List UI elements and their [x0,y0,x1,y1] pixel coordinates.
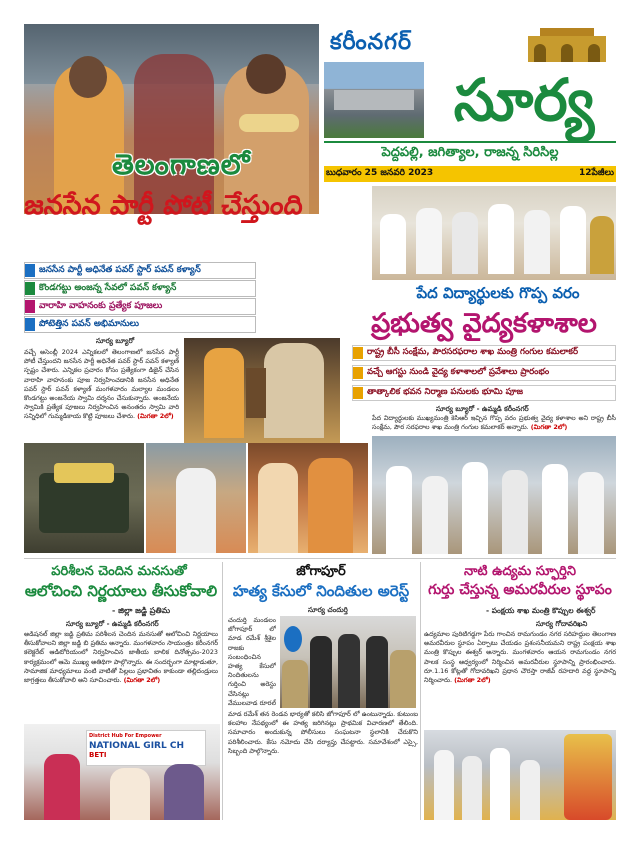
lead-photo-priests [248,443,368,553]
left-story-kicker: పరిశీలన చెందిన మనసుతో [51,564,187,579]
medical-bullet-3: తాత్కాలిక భవన నిర్మాణ పనులకు భూమి పూజ [352,385,616,401]
masthead-edition: కరీంనగర్ [330,30,413,55]
right-story-body: ఉద్యమాల పురిటిగడ్డగా పేరు గాంచిన రామగుండం నగర సరిహద్దుల తెలంగాణ అమరవీరుల స్థూపం ఏర్పాటు చేయడం ప్రశంసనీయమని రాష్ట్ర పంక్షయ శాఖ మంత్రి కొప్పుల ఈశ్వర్ అన్నారు. మంగళవారం ఆయన రామగుండం నగర పాలక సంస్థ ఆధ్వర్యంలో నిర్మించిన అమరవీరుల స్థూపాన్ని ప్రారంభించారు. రూ.1.16 కోట్లతో గోదావరిఖని ప్రధాన చౌరస్తా రాజీవ్ రహదారి వద్ద స్థూపాన్ని నిర్మించారు. (మిగతా 2లో) [424,630,616,685]
masthead-pages: 12పేజీలు [579,168,614,178]
medical-bullet-1: రాష్ట్ర బీసీ సంక్షేమ, పౌరసరఫరాల శాఖ మంత్రి గంగుల కమలాకర్ [352,345,616,361]
masthead-dam-photo [324,62,424,138]
right-story-headline: గుర్తు చేస్తున్న అమరవీరుల స్థూపం [428,582,612,598]
left-story-headline: ఆలోచించి నిర్ణయాలు తీసుకోవాలి [24,582,218,600]
mid-story-photo [280,616,416,708]
lead-photo-vehicle [24,443,144,553]
lead-kicker: తెలంగాణలో [112,148,251,181]
left-banner-line-1: District Hub For Empower [89,733,162,739]
masthead-districts-bar [324,141,616,165]
masthead-districts: పెద్దపల్లి, జగిత్యాల, రాజన్న సిరిసిల్ల [381,145,559,160]
lead-bullet-1: జనసేన పార్టీ అధినేత పవర్ స్టార్ పవన్ కళ్యాన్ [24,262,256,279]
medical-bullet-2: వచ్చే ఆగస్టు నుండి వైద్య కళాశాలలో ప్రవేశాలు ప్రారంభం [352,365,616,381]
lead-headline: జనసేన పార్టీ పోటీ చేస్తుంది [22,190,305,221]
mid-story-byline: సూర్య చందుర్తి [308,606,348,614]
left-story-subhead: - జిల్లా జడ్జి ప్రతిమ [112,606,171,615]
mid-story-body-narrow: చందుర్తి మండలం జోగాపూర్ లో మాడ రమేశ్ శ్రీశైల రాజకు సంబంధించిన హత్య కేసులో నిందితులను గుర్తించి అరెస్టు చేసినట్లు వేములవాడ రూరల్ [228,616,276,706]
left-banner-line-3: BETI [89,751,107,759]
mid-story-kicker: జోగాపూర్ [296,564,346,579]
lead-bullet-4: పోటెత్తిన పవన్ అభిమానులు [24,316,256,333]
lead-bullet-3: వారాహి వాహనంకు ప్రత్యేక పూజలు [24,298,256,315]
lead-bullet-2: కొండగట్టు అంజన్న సేవలో పవన్ కళ్యాన్ [24,280,256,297]
left-story-byline: సూర్య బ్యూరో - ఉమ్మడి కరీంనగర్ [66,620,159,628]
medical-kicker: పేద విద్యార్థులకు గొప్ప వరం [416,284,580,302]
col-divider-1 [222,562,223,820]
section-divider [24,558,616,559]
lead-photo-crowd [146,443,246,553]
right-story-kicker: నాటి ఉద్యమ స్ఫూర్తిని [464,564,576,579]
medical-body: పేద విద్యార్థులకు ముఖ్యమంత్రి కెసిఆర్ ఇచ్చిన గొప్ప వరం ప్రభుత్వ వైద్య కళాశాల అని రాష్ట్ర బీసీ సంక్షేమ, పౌర సరఫరాల శాఖ మంత్రి గంగుల కమలాకర్ అన్నారు. (మిగతా 2లో) [372,414,616,432]
left-banner-line-2: NATIONAL GIRL CH [89,741,184,751]
masthead-date-bar [324,166,616,182]
right-story-photo [424,730,616,820]
right-story-byline: సూర్య గోదావరిఖని [536,620,588,628]
lead-body: వచ్చే అసెంబ్లీ 2024 ఎన్నికలలో తెలంగాణలో జనసేన పార్టీ పోటీ చేస్తుందని జనసేన పార్టీ అధినేత పవర్ స్టార్ పవన్ కళ్యాణ్ స్పష్టం చేశారు. ఎన్నికల ప్రచారం కోసం ప్రత్యేకంగా డిజైన్ చేసిన వారాహి వాహనంకు పూజ నిర్వహించడానికి జనసేన అధినేత పవర్ స్టార్ పవన్ కళ్యాణ్ మంగళవారం మల్యాల మండలం కొండగట్టు అంజనేయ స్వామి దర్శనం చేసుకున్నారు. అంజనేయ స్వామికి ప్రత్యేక పూజలు నిర్వహించిన అనంతరం స్వామి వారి సన్నిధిలో గుమ్మడికాయ కొట్టి పూజలు చేశారు. (మిగతా 2లో) [24,348,179,421]
medical-headline: ప్రభుత్వ వైద్యకళాశాల [371,308,597,339]
lead-byline: సూర్య బ్యూరో [96,337,135,345]
mid-story-body: మాడ రమేశ్ తన రెండవ భార్యతో కలిసి జోగాపూర్ లో ఉంటున్నాడు. కుటుంబ కలహాల నేపథ్యంలో ఈ హత్య జరిగినట్లు ప్రాథమిక విచారణలో తేలింది. సమాచారం అందుకున్న పోలీసులు సంఘటనా స్థలానికి చేరుకొని పరిశీలించారు. కేసు నమోదు చేసి దర్యాప్తు చేపట్టారు. సమావేశంలో ఎస్సై, సిబ్బంది పాల్గొన్నారు. [228,710,418,755]
col-divider-2 [420,562,421,820]
left-story-photo [24,724,220,820]
masthead-paper-name: సూర్య [453,66,595,134]
medical-photo-bottom [372,436,616,554]
lead-photo-temple [184,338,340,443]
medical-photo-top [372,186,616,280]
medical-byline: సూర్య బ్యూరో - ఉమ్మడి కరీంనగర్ [436,405,529,413]
right-story-subhead: - పంక్షయ శాఖ మంత్రి కొప్పుల ఈశ్వర్ [486,606,596,615]
masthead-date: బుధవారం 25 జనవరి 2023 [326,168,434,178]
left-story-body: అడిషనల్ జిల్లా జడ్జి ప్రతిమ పరిశీలన చెందిన మనసుతో ఆలోచించి నిర్ణయాలు తీసుకోవాలని జిల్లా జడ్జి బి ప్రతిమ అన్నారు. మంగళవారం సాయంత్రం కరీంనగర్ కలెక్టరేట్ ఆడిటోరియంలో నిర్వహించిన జాతీయ బాలిక దినోత్సవం-2023 కార్యక్రమంలో ఆమె ముఖ్య అతిథిగా పాల్గొన్నారు. ఈ సందర్భంగా మాట్లాడుతూ, సామాజిక మాధ్యమాలు వంటి వాటితో పిల్లలు ప్రభావితం కాకుండా తల్లిదండ్రులు జాగ్రత్తలు తీసుకోవాలి అని సూచించారు. (మిగతా 2లో) [24,630,218,685]
masthead-arch-logo [520,24,614,64]
mid-story-headline: హత్య కేసులో నిందితుల అరెస్ట్ [232,582,410,600]
